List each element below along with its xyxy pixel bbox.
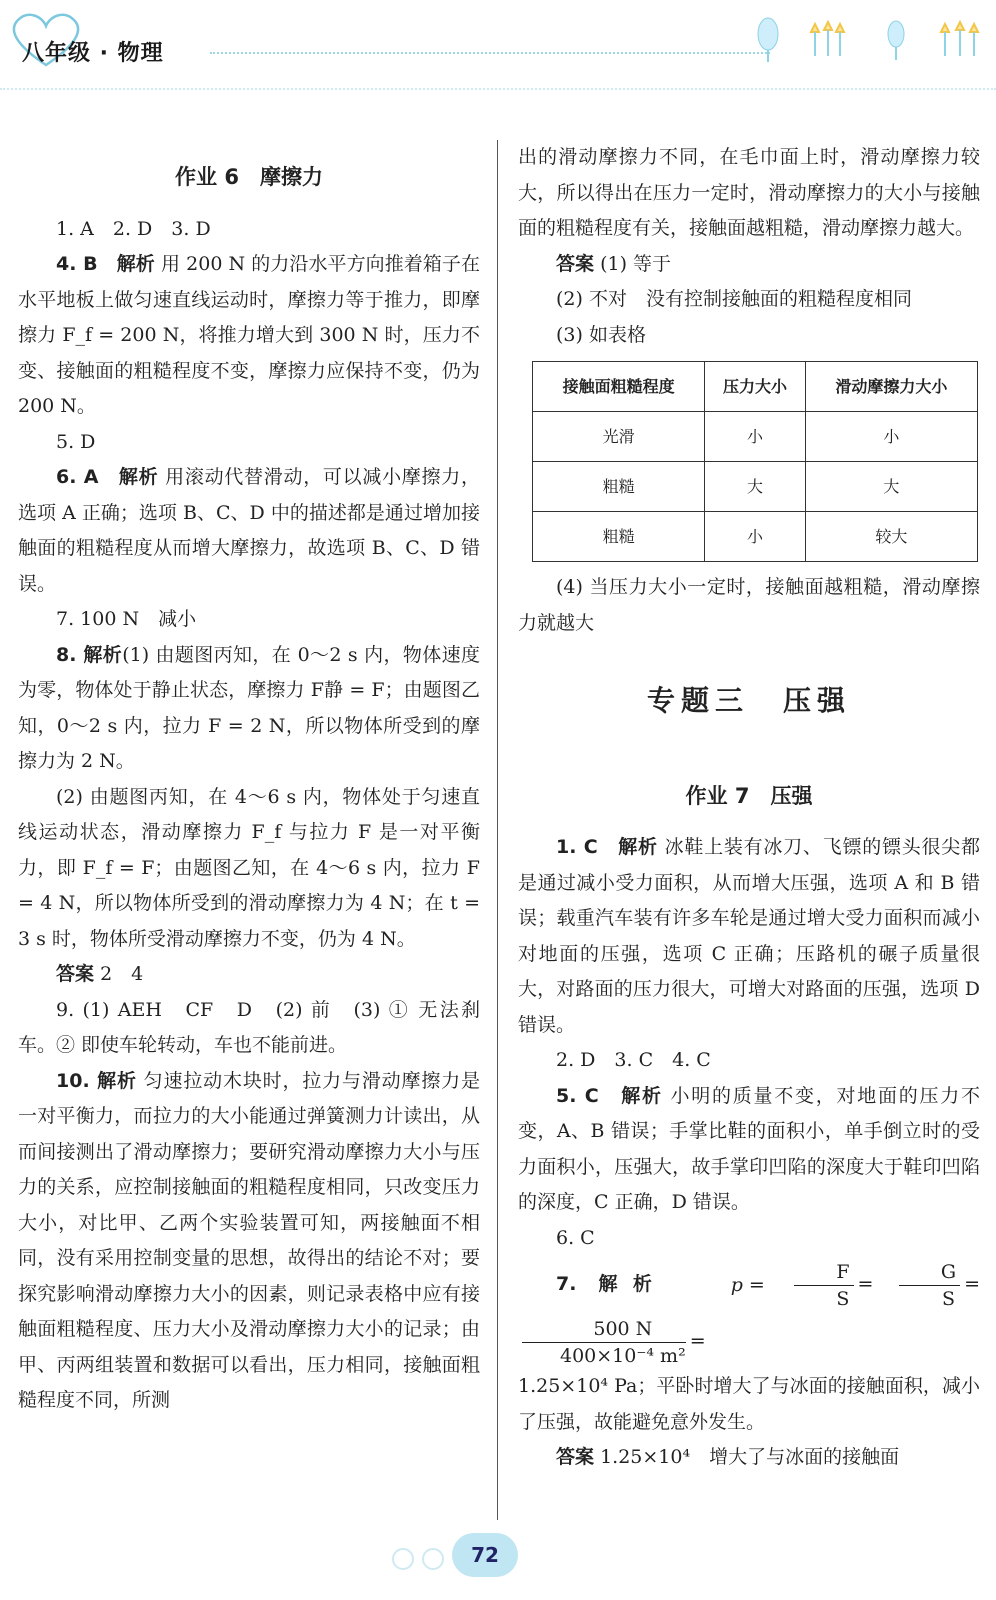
pressure-answer-7-label: 7. 解析	[556, 1273, 668, 1295]
table-row	[533, 412, 978, 462]
answer-8-answer	[18, 957, 480, 993]
section-title-homework-6: 作业 6 摩擦力	[175, 165, 323, 189]
answer-7: 7. 100 N 减小	[56, 608, 197, 630]
answer-10-continuation: 出的滑动摩擦力不同，在毛巾面上时，滑动摩擦力较大，所以得出在压力一定时，滑动摩擦力的大小与接触面的粗糙程度有关，接触面越粗糙，滑动摩擦力越大。	[518, 146, 980, 239]
page-number: 72	[452, 1533, 518, 1577]
formula-p: p =	[730, 1274, 765, 1296]
table-cell: 粗糙	[533, 462, 705, 512]
pressure-answer-7-answer	[518, 1440, 980, 1476]
answer-10-answer-1	[518, 247, 980, 283]
table-row	[533, 462, 978, 512]
pressure-answer-5-label: 5. C 解析	[556, 1084, 663, 1107]
circle-decoration-icon	[422, 1548, 444, 1570]
answer-8-text-1: (1) 由题图丙知，在 0～2 s 内，物体速度为零，物体处于静止状态，摩擦力 F静 = F；由题图乙知，0～2 s 内，拉力 F = 2 N，所以物体所受到的摩擦力为 2 N。	[18, 643, 480, 772]
pressure-answer-5-text: 小明的质量不变，对地面的压力不变，A、B 错误；手掌比鞋的面积小，单手倒立时的受力面积小，压强大，故手掌印凹陷的深度大于鞋印凹陷的深度，C 正确，D 错误。	[518, 1084, 980, 1213]
answer-10-text: 匀速拉动木块时，拉力与滑动摩擦力是一对平衡力，而拉力的大小能通过弹簧测力计读出，从而间接测出了滑动摩擦力；要研究滑动摩擦力大小与压力的关系，应控制接触面的粗糙程度相同，只改变压力大小，对比甲、乙两个实验装置可知，两接触面不相同，没有采用控制变量的思想，故得出的结论不对；要探究影响滑动摩擦力大小的因素，则记录表格中应有接触面粗糙程度、压力大小及滑动摩擦力大小的记录；由甲、丙两组装置和数据可以看出，压力相同，接触面粗糙程度不同，所测	[18, 1069, 480, 1411]
fraction-numerator: F	[794, 1259, 853, 1286]
answer-4	[18, 247, 480, 425]
answer-4-label: 4. B 解析	[56, 253, 155, 275]
table-cell: 小	[705, 512, 805, 562]
pressure-answer-7-answer-label: 答案	[556, 1446, 595, 1468]
answer-10-answer-1-text: (1) 等于	[600, 252, 672, 275]
pressure-answer-2-4: 2. D 3. C 4. C	[556, 1049, 711, 1071]
answer-6	[18, 460, 480, 602]
pressure-answer-1	[518, 830, 980, 1043]
answer-8-part-1	[18, 638, 480, 780]
pressure-answer-7-text: 1.25×10⁴ Pa；平卧时增大了与冰面的接触面积，减小了压强，故能避免意外发生。	[518, 1375, 980, 1433]
pressure-answer-1-label: 1. C 解析	[556, 836, 658, 858]
answer-6-text: 用滚动代替滑动，可以减小摩擦力，选项 A 正确；选项 B、C、D 中的描述都是通过增加接触面的粗糙程度从而增大摩擦力，故选项 B、C、D 错误。	[18, 466, 480, 595]
topic-title: 专题三 压强	[646, 684, 851, 717]
table-cell: 粗糙	[533, 512, 705, 562]
answer-10-answer-label: 答案	[556, 252, 595, 275]
answer-10-answer-3: (3) 如表格	[556, 323, 646, 346]
column-divider	[497, 140, 498, 1520]
answer-10-answer-2: (2) 不对 没有控制接触面的粗糙程度相同	[556, 288, 912, 310]
table-header-cell: 接触面粗糙程度	[533, 362, 705, 412]
tulip-decoration-icon	[756, 12, 986, 62]
header-bottom-dotted-line	[0, 88, 996, 90]
answer-8-label: 8. 解析	[56, 643, 123, 666]
table-cell: 较大	[805, 512, 977, 562]
answer-9: 9. (1) AEH CF D (2) 前 (3) ① 无法刹车。② 即使车轮转动，车也不能前进。	[18, 998, 480, 1056]
pressure-answer-7-answer-value: 1.25×10⁴ 增大了与冰面的接触面	[600, 1446, 900, 1468]
answer-1-3: 1. A 2. D 3. D	[56, 217, 211, 240]
pressure-answer-1-text: 冰鞋上装有冰刀、飞镖的镖头很尖都是通过减小受力面积，从而增大压强，选项 A 和 B 错误；载重汽车装有许多车轮是通过增大受力面积而减小对地面的压强，选项 C 正确；压路机的碾子质量很大，对路面的压力很大，可增大对路面的压强，选项 D 错误。	[518, 836, 980, 1036]
header-title: 八年级 · 物理	[22, 41, 164, 66]
table-cell: 小	[805, 412, 977, 462]
answer-8-answer-value: 2 4	[100, 963, 144, 985]
table-cell: 小	[705, 412, 805, 462]
answer-8-part-2: (2) 由题图丙知，在 4～6 s 内，物体处于匀速直线运动状态，滑动摩擦力 F_f 与拉力 F 是一对平衡力，即 F_f = F；由题图乙知，在 4～6 s 内，拉力 F = 4 N，所以物体所受到的滑动摩擦力为 4 N；在 t = 3 s 时，物体所受滑动摩擦力不变，仍为 4 N。	[18, 785, 480, 950]
table-row	[533, 512, 978, 562]
circle-decoration-icon	[392, 1548, 414, 1570]
table-header-cell: 压力大小	[705, 362, 805, 412]
answer-10-label: 10. 解析	[56, 1069, 137, 1092]
table-header-cell: 滑动摩擦力大小	[805, 362, 977, 412]
table-header-row	[533, 362, 978, 412]
pressure-answer-7-formula: 7. 解析 p = $\frac{F}{S}$ = $\frac{G}{S}$ = $\frac{500 N}{\text{400×10⁻⁴ m²}}$ =	[518, 1256, 980, 1369]
pressure-answer-6: 6. C	[556, 1226, 595, 1249]
page-header	[0, 0, 996, 95]
fraction-denominator: 400×10⁻⁴ m²	[560, 1344, 686, 1367]
fraction-g-over-s	[899, 1259, 960, 1312]
answer-8-answer-label: 答案	[56, 963, 95, 985]
answer-10	[18, 1064, 480, 1419]
fraction-f-over-s	[794, 1259, 853, 1312]
table-cell: 大	[805, 462, 977, 512]
table-cell: 光滑	[533, 412, 705, 462]
pressure-answer-5	[518, 1079, 980, 1221]
section-title-homework-7: 作业 7 压强	[685, 783, 813, 808]
left-column	[18, 140, 480, 1419]
friction-table	[532, 361, 978, 562]
answer-4-text: 用 200 N 的力沿水平方向推着箱子在水平地板上做匀速直线运动时，摩擦力等于推力，即摩擦力 F_f = 200 N，将推力增大到 300 N 时，压力不变、接触面的粗糙程度不变，摩擦力应保持不变，仍为 200 N。	[18, 253, 480, 417]
fraction-denominator: S	[836, 1287, 850, 1310]
fraction-numerator: G	[899, 1259, 960, 1286]
right-column	[518, 140, 980, 1476]
fraction-numerator: 500 N	[522, 1316, 686, 1343]
answer-5: 5. D	[56, 430, 96, 453]
fraction-values	[522, 1316, 686, 1369]
answer-10-answer-4: (4) 当压力大小一定时，接触面越粗糙，滑动摩擦力就越大	[518, 576, 980, 634]
fraction-denominator: S	[941, 1287, 955, 1310]
answer-6-label: 6. A 解析	[56, 466, 159, 488]
header-dotted-line	[210, 52, 770, 54]
table-cell: 大	[705, 462, 805, 512]
